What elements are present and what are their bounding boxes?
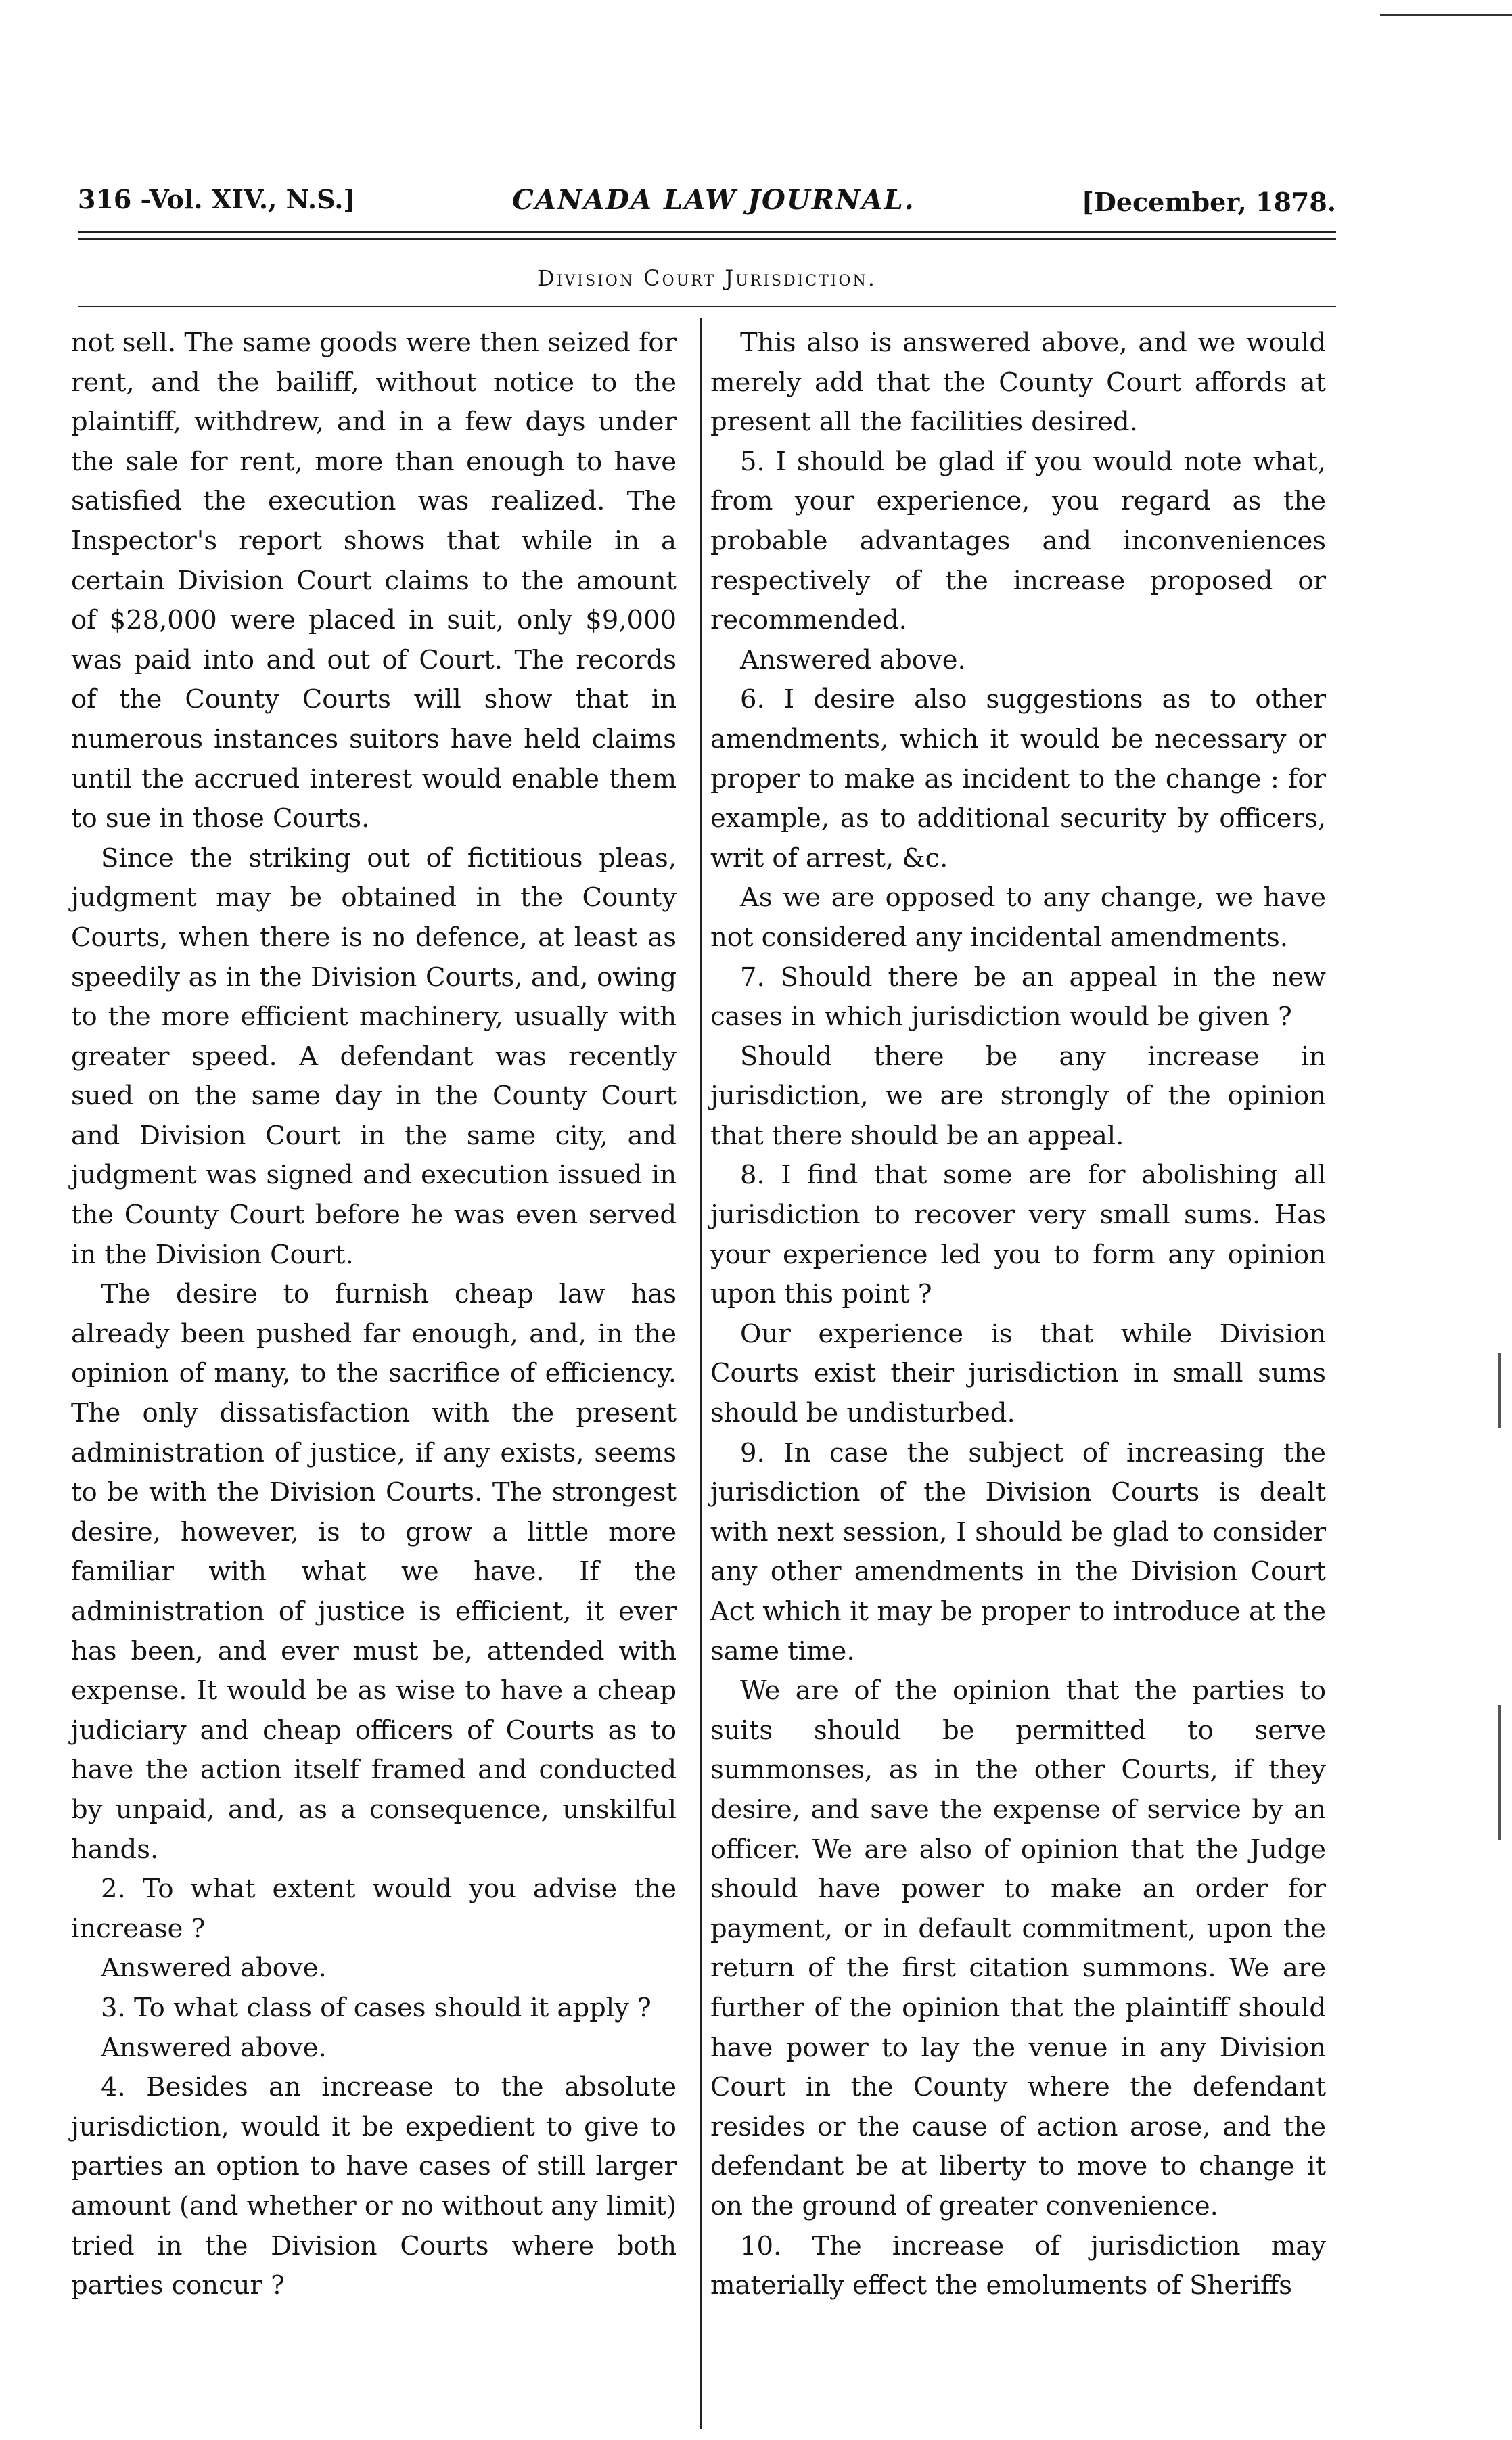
- question: 8. I find that some are for abolishing all jurisdiction to recover very small sums. Has your experience led you to form any opinion upon this point ?: [710, 1160, 1326, 1310]
- question: 3. To what class of cases should it apply ?: [101, 1992, 651, 2023]
- question: 7. Should there be an appeal in the new cases in which jurisdiction would be given ?: [710, 962, 1326, 1033]
- paragraph: Since the striking out of fictitious pleas, judgment may be obtained in the County Courts, when there is no defence, at least as speedily as in the Division Courts, and, owing to the more efficient machinery, usually with greater speed. A defendant was recently sued on the same day in the County Court and Division Court in the same city, and judgment was signed and execution issued in the County Court before he was even served in the Division Court.: [71, 842, 677, 1270]
- left-column: [71, 323, 677, 2306]
- answer: We are of the opinion that the parties to suits should be permitted to serve summonses, as in the other Courts, if they desire, and save the expense of service by an officer. We are also of opinion that the Judge should have power to make an order for payment, or in default commitment, upon the return of the first citation summons. We are further of the opinion that the plaintiff should have power to lay the venue in any Division Court in the County where the defendant resides or the cause of action arose, and the defendant be at liberty to move to change it on the ground of greater convenience.: [710, 1675, 1326, 2221]
- issue-date: [December, 1878.: [1081, 187, 1336, 217]
- column-divider: [700, 318, 702, 2429]
- journal-title: CANADA LAW JOURNAL.: [512, 184, 915, 216]
- page-reference: 316 -Vol. XIV., N.S.]: [78, 184, 356, 214]
- answer: Answered above.: [740, 644, 966, 675]
- header-rule: [78, 238, 1336, 240]
- right-column: [710, 323, 1326, 2306]
- question: 4. Besides an increase to the absolute jurisdiction, would it be expedient to give to parties an option to have cases of still larger amount (and whether or no without any limit) tried in the Division Courts where both parties concur ?: [71, 2072, 677, 2301]
- question: 5. I should be glad if you would note what, from your experience, you regard as the probable advantages and inconveniences respectively of the increase proposed or recommended.: [710, 446, 1326, 636]
- answer: Answered above.: [101, 2032, 327, 2063]
- right-edge-mark: [1498, 1705, 1501, 1840]
- paragraph: The desire to furnish cheap law has already been pushed far enough, and, in the opinion of many, to the sacrifice of efficiency. The only dissatisfaction with the present administration of justice, if any exists, seems to be with the Division Courts. The strongest desire, however, is to grow a little more familiar with what we have. If the administration of justice is efficient, it ever has been, and ever must be, attended with expense. It would be as wise to have a cheap judiciary and cheap officers of Courts as to have the action itself framed and conducted by unpaid, and, as a consequence, unskilful hands.: [71, 1279, 677, 1865]
- paragraph: This also is answered above, and we would merely add that the County Court affords at present all the facilities desired.: [710, 327, 1326, 438]
- running-header: [78, 184, 1336, 225]
- section-rule: [78, 306, 1336, 307]
- answer: Our experience is that while Division Courts exist their jurisdiction in small sums should be undisturbed.: [710, 1318, 1326, 1429]
- top-edge-rule: [1380, 14, 1512, 16]
- question: 9. In case the subject of increasing the jurisdiction of the Division Courts is dealt with next session, I should be glad to consider any other amendments in the Division Court Act which it may be proper to introduce at the same time.: [710, 1437, 1326, 1667]
- answer: Should there be any increase in jurisdiction, we are strongly of the opinion that there should be an appeal.: [710, 1041, 1326, 1151]
- question: 10. The increase of jurisdiction may materially effect the emoluments of Sheriffs: [710, 2230, 1326, 2301]
- paragraph: not sell. The same goods were then seized for rent, and the bailiff, without notice to the plaintiff, withdrew, and in a few days under the sale for rent, more than enough to have satisfied the execution was realized. The Inspector's report shows that while in a certain Division Court claims to the amount of $28,000 were placed in suit, only $9,000 was paid into and out of Court. The records of the County Courts will show that in numerous instances suitors have held claims until the accrued interest would enable them to sue in those Courts.: [71, 327, 677, 834]
- section-title: Division Court Jurisdiction.: [537, 265, 877, 291]
- answer: Answered above.: [101, 1953, 327, 1984]
- question: 2. To what extent would you advise the increase ?: [71, 1874, 677, 1944]
- header-rule: [78, 231, 1336, 233]
- question: 6. I desire also suggestions as to other amendments, which it would be necessary or proper to make as incident to the change : for example, as to additional security by officers, writ of arrest, &c.: [710, 684, 1326, 874]
- right-edge-mark: [1498, 1353, 1501, 1428]
- answer: As we are opposed to any change, we have not considered any incidental amendments.: [710, 882, 1326, 953]
